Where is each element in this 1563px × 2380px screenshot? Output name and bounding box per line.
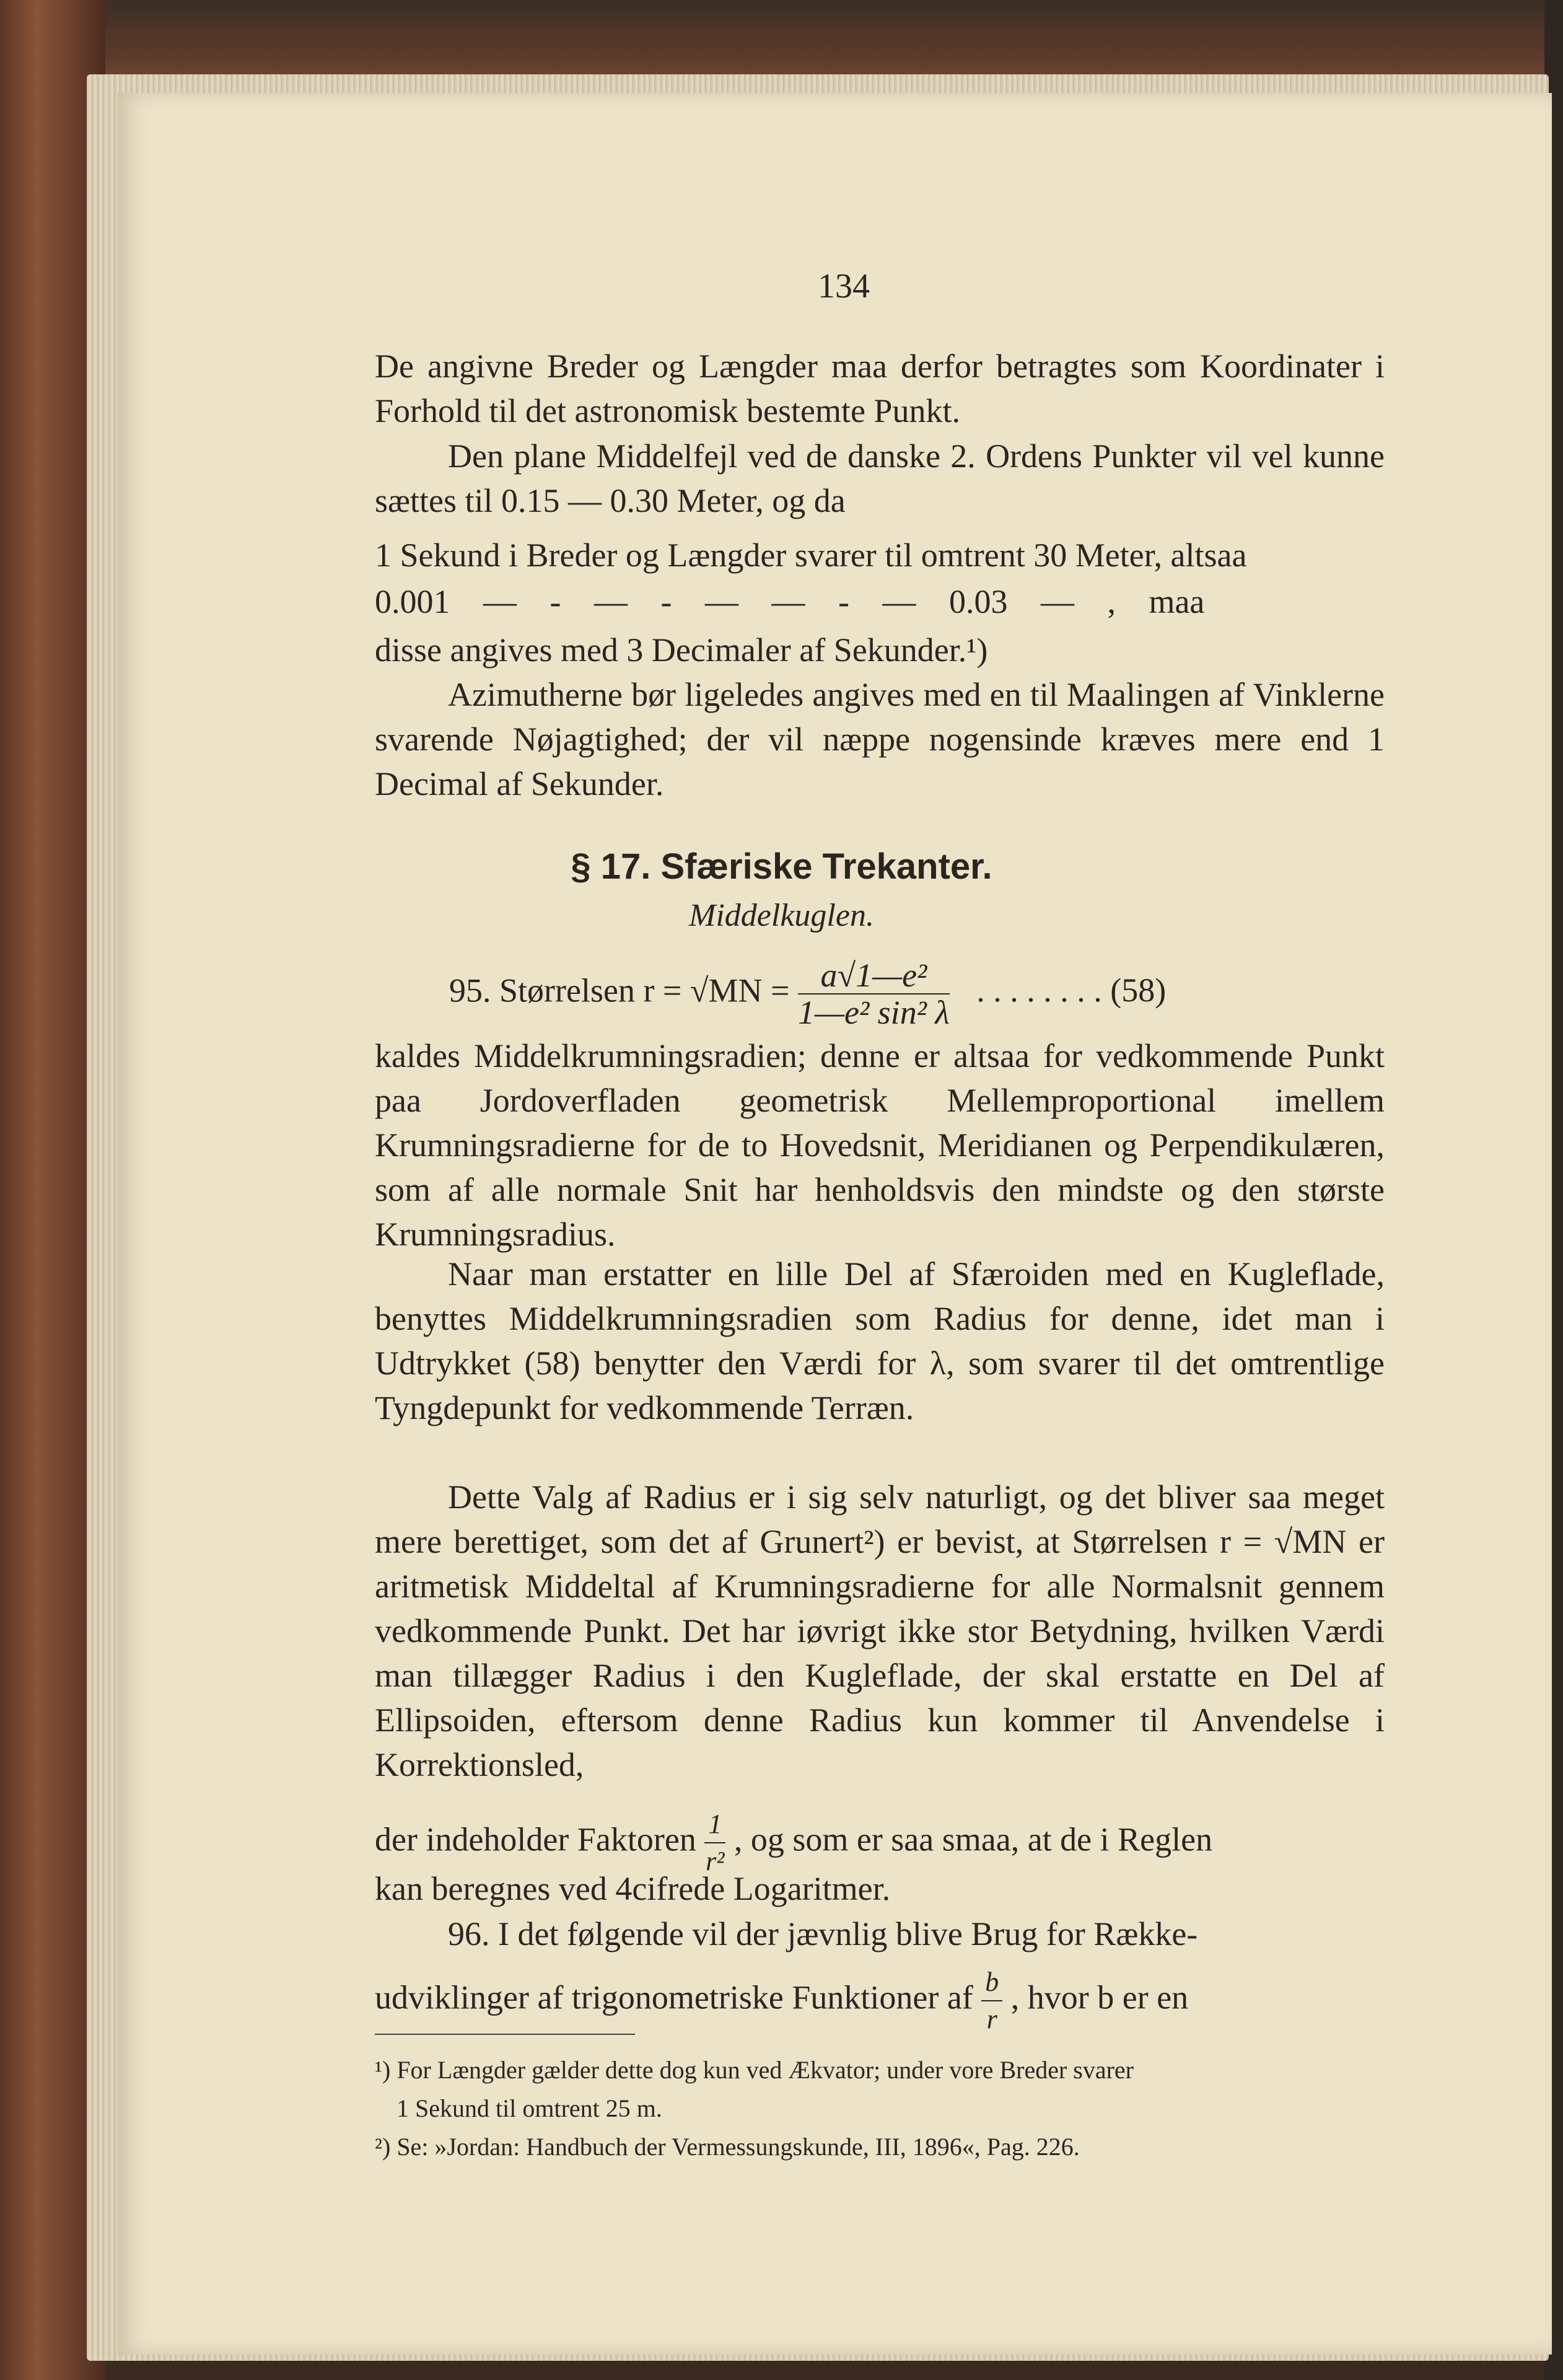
paragraph-8-last-line: kan beregnes ved 4cifrede Logaritmer.	[375, 1870, 891, 1907]
paragraph-5: Azimutherne bør ligeledes angives med en til Maalingen af Vinklerne svarende Nøjagtighed; der vil næppe nogensinde kræves mere end 1 Decimal af Sekunder.	[375, 676, 1385, 802]
footnote-2: ²) Se: »Jordan: Handbuch der Vermessungskunde, III, 1896«, Pag. 226.	[375, 2133, 1080, 2161]
factor-tail: , og som er saa smaa, at de i Reglen	[733, 1820, 1213, 1858]
formula-denominator: 1—e² sin² λ	[798, 994, 950, 1031]
formula-58	[449, 957, 1459, 1030]
factor-numerator: 1	[704, 1806, 725, 1843]
paragraph-1: De angivne Breder og Længder maa derfor betragtes som Koordinater i Forhold til det astronomisk bestemte Punkt.	[375, 348, 1385, 429]
paragraph-9-line-2	[375, 1964, 1385, 2037]
series-fraction	[981, 1964, 1002, 2037]
factor-lead: der indeholder Faktoren	[375, 1820, 696, 1858]
section-subtitle: Middelkuglen.	[689, 898, 874, 933]
series-lead: udviklinger af trigonometriske Funktioner af	[375, 1978, 973, 2016]
paragraph-6: kaldes Middelkrumningsradien; denne er altsaa for vedkommende Punkt paa Jordoverfladen geometrisk Mellemproportional imellem Krumningsradierne for de to Hovedsnit, Meridianen og Perpendikulæren, som af alle normale Snit har henholdsvis den mindste og den største Krumningsradius.	[375, 1037, 1385, 1253]
footnote-rule	[375, 2034, 635, 2035]
footnote-1-line-2: 1 Sekund til omtrent 25 m.	[396, 2094, 662, 2122]
paragraph-2: Den plane Middelfejl ved de danske 2. Ordens Punkter vil vel kunne sættes til 0.15 — 0.30 Meter, og da	[375, 437, 1385, 519]
paragraph-4: disse angives med 3 Decimaler af Sekunder.¹)	[375, 631, 988, 669]
paragraph-3-line-2: 0.001 — - — - — — - — 0.03 — , maa	[375, 583, 1205, 620]
page-number: 134	[818, 267, 870, 305]
formula-number: . . . . . . . . (58)	[976, 972, 1167, 1009]
formula-numerator: a√1—e²	[798, 957, 950, 995]
section-heading	[0, 846, 1563, 887]
paragraph-7: Naar man erstatter en lille Del af Sfæroiden med en Kugleflade, benyttes Middelkrumningsradien som Radius for denne, idet man i Udtrykket (58) benytter den Værdi for λ, som svarer til det omtrentlige Tyngdepunkt for vedkommende Terræn.	[375, 1255, 1385, 1426]
paragraph-3-line-1: 1 Sekund i Breder og Længder svarer til omtrent 30 Meter, altsaa	[375, 537, 1247, 574]
series-numerator: b	[981, 1964, 1002, 2001]
formula-fraction	[798, 957, 950, 1030]
formula-lead: 95. Størrelsen r = √MN =	[449, 972, 790, 1009]
footnote-1-line-1: ¹) For Længder gælder dette dog kun ved Ækvator; under vore Breder svarer	[375, 2056, 1134, 2084]
paragraph-8: Dette Valg af Radius er i sig selv naturligt, og det bliver saa meget mere berettiget, som det af Grunert²) er bevist, at Størrelsen r = √MN er aritmetisk Middeltal af Krumningsradierne for alle Normalsnit gennem vedkommende Punkt. Det har iøvrigt ikke stor Betydning, hvilken Værdi man tillægger Radius i den Kugleflade, der skal erstatte en Del af Ellipsoiden, eftersom denne Radius kun kommer til Anvendelse i Korrektionsled,	[375, 1478, 1385, 1783]
factor-denominator: r²	[706, 1846, 725, 1876]
series-tail: , hvor b er en	[1010, 1978, 1189, 2016]
paragraph-9-line-1: 96. I det følgende vil der jævnlig blive Brug for Række-	[448, 1915, 1198, 1952]
section-title: § 17. Sfæriske Trekanter.	[571, 846, 992, 887]
series-denominator: r	[986, 2004, 997, 2034]
